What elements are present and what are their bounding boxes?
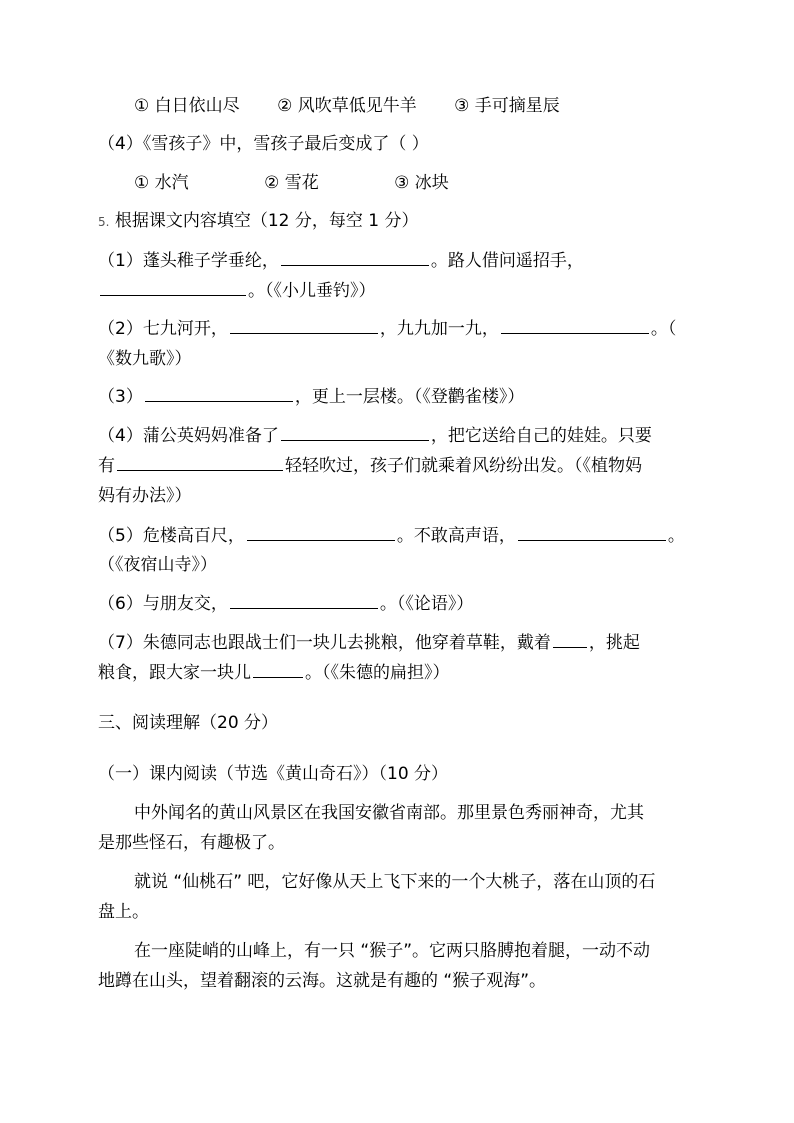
q5-item-4-line-1: （4）蒲公英妈妈准备了 ，把它送给自己的娃娃。只要 [98, 426, 652, 446]
q5-title [98, 210, 419, 233]
answer-blank[interactable] [518, 525, 666, 541]
q5-title-text: 根据课文内容填空（12 分，每空 1 分） [114, 211, 419, 231]
q5-item-4-line-3: 妈有办法》） [98, 486, 192, 506]
q5-item-2-line-1: （2）七九河开， ，九九加一九， 。（ [98, 319, 677, 339]
answer-blank[interactable] [553, 632, 587, 648]
reading-paragraph-2-line-2: 盘上。 [98, 902, 149, 922]
q3-options-row [134, 95, 560, 117]
answer-blank[interactable] [281, 425, 429, 441]
section-3-heading: 三、阅读理解（20 分） [98, 713, 279, 733]
answer-blank[interactable] [247, 525, 395, 541]
answer-blank[interactable] [100, 280, 246, 296]
q5-item-1-line-1: （1）蓬头稚子学垂纶， 。路人借问遥招手， [98, 251, 584, 271]
q4-option-1: ① 水汽 [134, 173, 189, 193]
answer-blank[interactable] [501, 318, 649, 334]
reading-paragraph-1-line-1: 中外闻名的黄山风景区在我国安徽省南部。那里景色秀丽神奇，尤其 [134, 803, 644, 823]
q5-item-2-line-2: 《数九歌》） [98, 349, 192, 369]
q4-option-3: ③ 冰块 [394, 173, 449, 193]
q5-item-4-line-2: 有 轻轻吹过，孩子们就乘着风纷纷出发。（《植物妈 [98, 456, 642, 476]
reading-paragraph-1-line-2: 是那些怪石，有趣极了。 [98, 833, 285, 853]
reading-paragraph-3-line-1: 在一座陡峭的山峰上，有一只 “猴子”。它两只胳膊抱着腿，一动不动 [134, 941, 651, 961]
q5-number: 5. [98, 215, 110, 229]
answer-blank[interactable] [230, 318, 378, 334]
q5-item-7-line-2: 粮食，跟大家一块儿 。（《朱德的扁担》） [98, 663, 450, 683]
reading-paragraph-3-line-2: 地蹲在山头，望着翻滚的云海。这就是有趣的 “猴子观海”。 [98, 971, 547, 991]
answer-blank[interactable] [230, 593, 378, 609]
q4-stem: （4）《雪孩子》中，雪孩子最后变成了（ ） [98, 134, 429, 154]
reading-paragraph-2-line-1: 就说 “仙桃石” 吧，它好像从天上飞下来的一个大桃子，落在山顶的石 [134, 872, 656, 892]
answer-blank[interactable] [145, 386, 293, 402]
q5-item-5-line-1: （5）危楼高百尺， 。不敢高声语， 。 [98, 526, 685, 546]
q4-options-row [134, 172, 449, 194]
q5-item-5-line-2: （《夜宿山寺》） [98, 555, 217, 575]
q3-option-3: ③ 手可摘星辰 [454, 96, 560, 116]
reading-subtitle: （一）课内阅读（节选《黄山奇石》）（10 分） [98, 764, 449, 784]
q5-item-7-line-1: （7）朱德同志也跟战士们一块儿去挑粮，他穿着草鞋，戴着 ，挑起 [98, 633, 640, 653]
answer-blank[interactable] [253, 662, 303, 678]
q5-item-6: （6）与朋友交， 。（《论语》） [98, 594, 474, 614]
q5-item-1-line-2: 。（《小儿垂钓》） [98, 280, 376, 302]
q5-item-3: （3） ，更上一层楼。（《登鹳雀楼》） [98, 387, 525, 407]
answer-blank[interactable] [281, 250, 429, 266]
q3-option-2: ② 风吹草低见牛羊 [277, 96, 417, 116]
q4-option-2: ② 雪花 [264, 173, 319, 193]
q3-option-1: ① 白日依山尽 [134, 96, 240, 116]
answer-blank[interactable] [117, 455, 283, 471]
